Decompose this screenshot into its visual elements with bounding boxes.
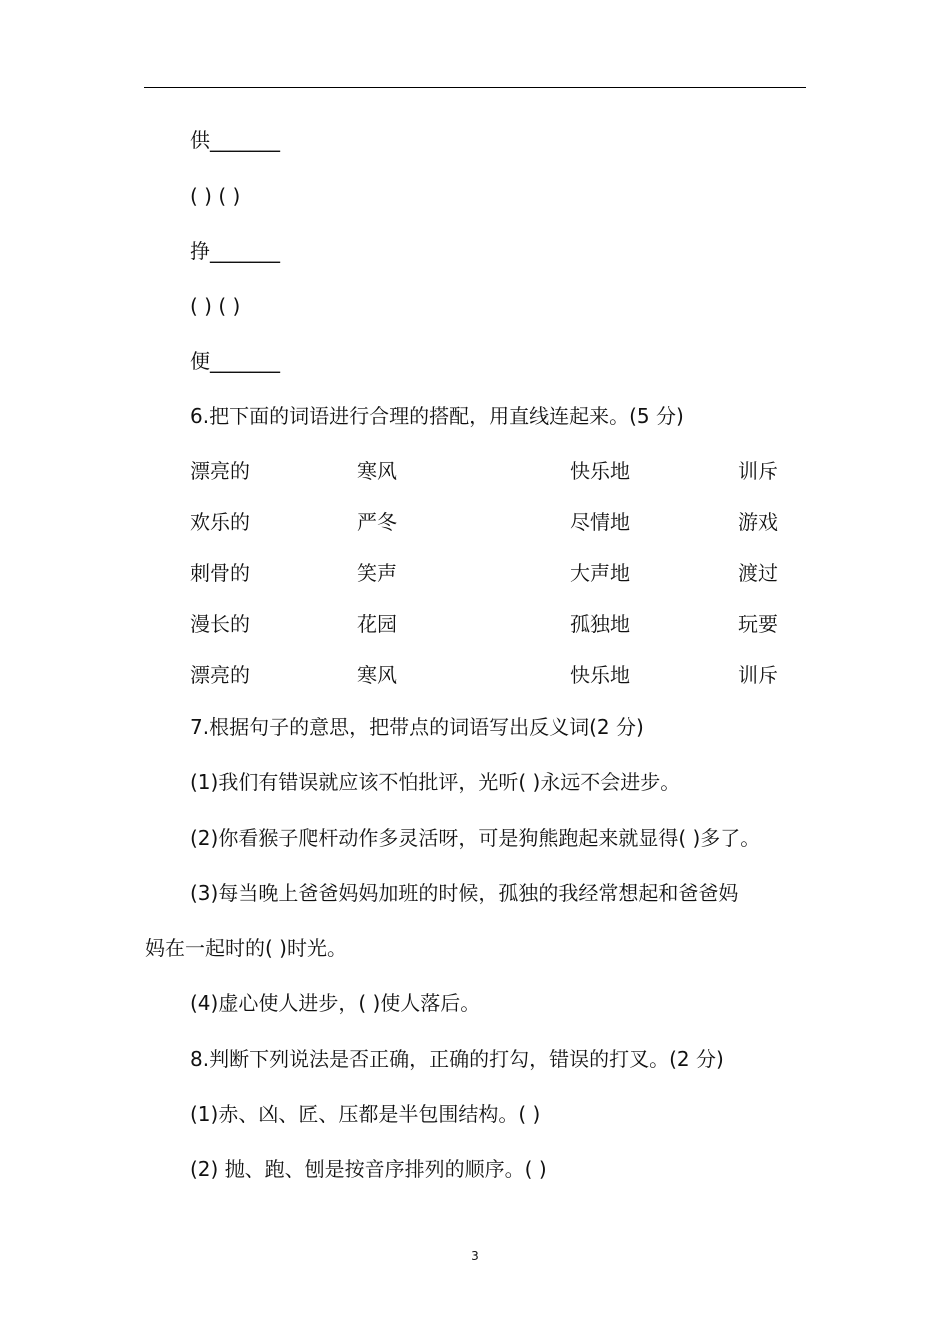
match-word: 快乐地 (570, 663, 630, 687)
match-word: 寒风 (357, 663, 397, 687)
question-7-item-3: (3)每当晚上爸爸妈妈加班的时候，孤独的我经常想起和爸爸妈 (190, 881, 739, 905)
match-word: 笑声 (357, 561, 397, 585)
match-word: 尽情地 (570, 510, 630, 534)
match-word: 漂亮的 (190, 459, 250, 483)
fill-item-bian: 便_______ (190, 349, 280, 373)
page-number: 3 (471, 1249, 479, 1263)
question-7-item-4: (4)虚心使人进步，( )使人落后。 (190, 991, 481, 1015)
question-8-title: 8.判断下列说法是否正确，正确的打勾，错误的打叉。(2 分) (190, 1047, 724, 1071)
match-word: 大声地 (570, 561, 630, 585)
match-word: 刺骨的 (190, 561, 250, 585)
match-word: 欢乐的 (190, 510, 250, 534)
match-word: 渡过 (738, 561, 778, 585)
match-word: 训斥 (738, 459, 778, 483)
question-7-item-1: (1)我们有错误就应该不怕批评，光听( )永远不会进步。 (190, 770, 681, 794)
question-7-title: 7.根据句子的意思，把带点的词语写出反义词(2 分) (190, 715, 644, 739)
fill-item-brackets: ( ) ( ) (190, 184, 241, 208)
match-word: 游戏 (738, 510, 778, 534)
question-8-item-2: (2) 抛、跑、刨是按音序排列的顺序。( ) (190, 1157, 547, 1181)
fill-item-gong: 供_______ (190, 128, 280, 152)
match-word: 寒风 (357, 459, 397, 483)
match-word: 花园 (357, 612, 397, 636)
match-word: 孤独地 (570, 612, 630, 636)
match-word: 严冬 (357, 510, 397, 534)
match-word: 玩要 (738, 612, 778, 636)
match-word: 训斥 (738, 663, 778, 687)
header-rule (144, 87, 806, 88)
match-word: 快乐地 (570, 459, 630, 483)
match-word: 漂亮的 (190, 663, 250, 687)
question-6-title: 6.把下面的词语进行合理的搭配，用直线连起来。(5 分) (190, 404, 684, 428)
fill-item-brackets: ( ) ( ) (190, 294, 241, 318)
fill-item-zheng: 挣_______ (190, 239, 280, 263)
question-7-item-2: (2)你看猴子爬杆动作多灵活呀，可是狗熊跑起来就显得( )多了。 (190, 826, 761, 850)
question-8-item-1: (1)赤、凶、匠、压都是半包围结构。( ) (190, 1102, 541, 1126)
question-7-item-3-continued: 妈在一起时的( )时光。 (145, 936, 347, 960)
match-word: 漫长的 (190, 612, 250, 636)
